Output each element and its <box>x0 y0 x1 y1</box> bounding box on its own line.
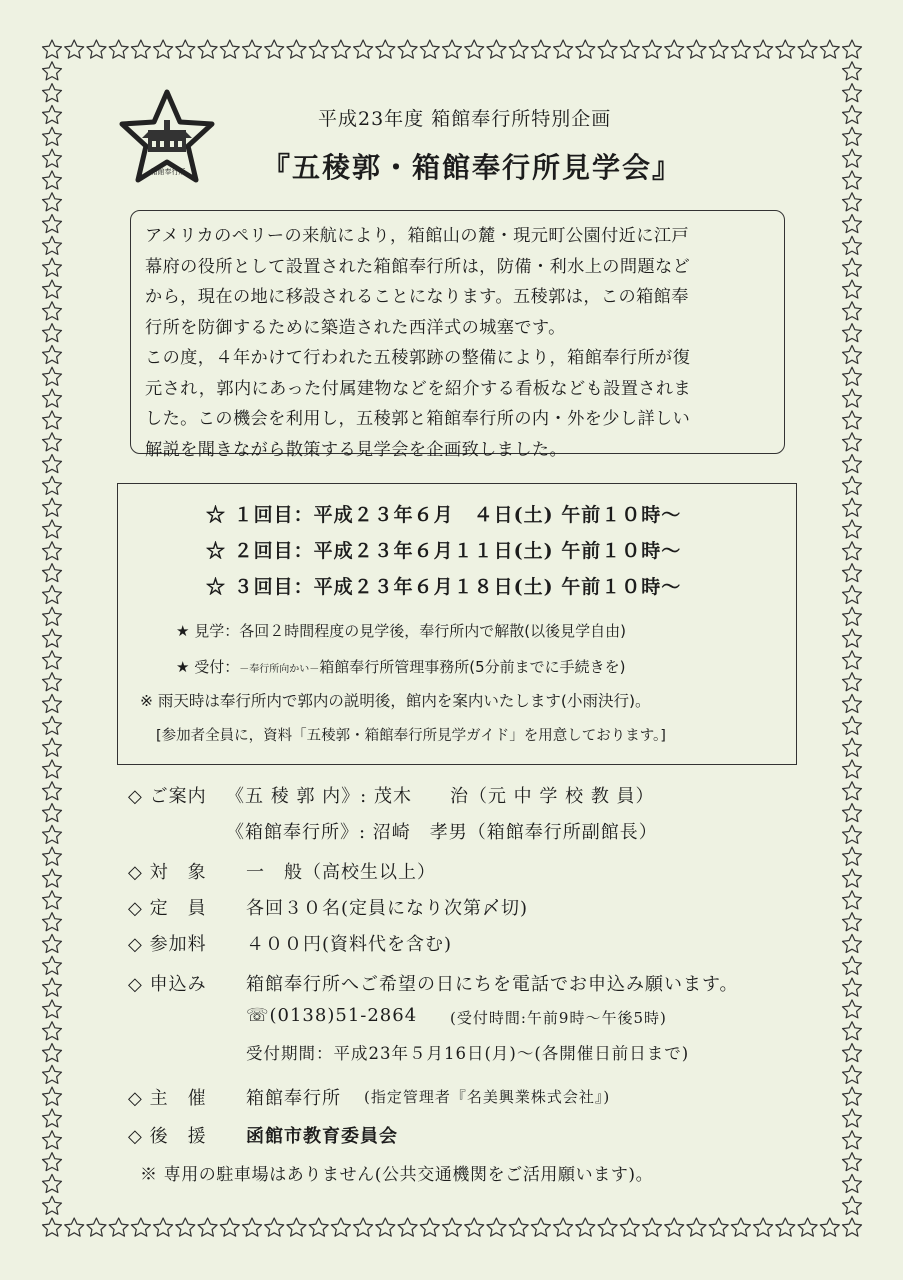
border-star <box>243 40 262 58</box>
target-value: 一 般（高校生以上） <box>246 862 436 883</box>
border-star <box>687 1218 706 1236</box>
border-star <box>731 1218 750 1236</box>
border-star <box>843 498 862 516</box>
schedule-box <box>117 483 797 765</box>
border-star <box>43 498 62 516</box>
border-star <box>531 1218 550 1236</box>
border-star <box>843 564 862 582</box>
border-star <box>709 1218 728 1236</box>
border-star <box>843 324 862 342</box>
fee-value: ４００円(資料代を含む) <box>246 934 453 955</box>
border-star <box>198 40 217 58</box>
border-star <box>820 40 839 58</box>
border-star <box>843 1218 862 1236</box>
border-star <box>43 193 62 211</box>
host-value: 箱館奉行所 <box>246 1088 341 1109</box>
border-star <box>443 40 462 58</box>
border-star <box>843 1065 862 1083</box>
border-star <box>43 891 62 909</box>
border-star <box>443 1218 462 1236</box>
border-star <box>43 280 62 298</box>
border-star <box>531 40 550 58</box>
border-star <box>43 84 62 102</box>
border-star <box>465 1218 484 1236</box>
border-star <box>843 694 862 712</box>
border-star <box>43 564 62 582</box>
border-star <box>665 1218 684 1236</box>
border-star <box>554 1218 573 1236</box>
border-star <box>843 171 862 189</box>
border-star <box>43 1131 62 1149</box>
capacity-value: 各回３０名(定員になり次第〆切) <box>246 898 529 919</box>
border-star <box>65 1218 84 1236</box>
border-star <box>843 389 862 407</box>
border-star <box>843 215 862 233</box>
phone-number: ☏(0138)51-2864 <box>246 1005 418 1026</box>
border-star <box>376 1218 395 1236</box>
border-star <box>43 607 62 625</box>
border-star <box>43 673 62 691</box>
border-star <box>43 913 62 931</box>
border-star <box>43 542 62 560</box>
apply-value: 箱館奉行所へご希望の日にちを電話でお申込み願います。 <box>246 974 739 995</box>
border-star <box>620 1218 639 1236</box>
border-star <box>65 40 84 58</box>
border-star <box>309 40 328 58</box>
border-star <box>843 760 862 778</box>
border-star <box>43 934 62 952</box>
border-star <box>843 607 862 625</box>
apply-period: 受付期間：平成23年５月16日(月)～(各開催日前日まで) <box>246 1044 690 1063</box>
border-star <box>843 40 862 58</box>
border-star <box>176 1218 195 1236</box>
border-star <box>798 40 817 58</box>
hakodate-bugyosho-logo <box>118 88 216 188</box>
rain-note: ※ 雨天時は奉行所内で郭内の説明後，館内を案内いたします(小雨決行)。 <box>140 692 651 710</box>
border-star <box>487 1218 506 1236</box>
event-subtitle: 平成23年度 箱館奉行所特別企画 <box>318 108 612 130</box>
border-star <box>109 40 128 58</box>
border-star <box>43 1174 62 1192</box>
intro-line: 元され，郭内にあった付属建物などを紹介する看板なども設置されま <box>145 378 692 399</box>
border-star <box>843 1196 862 1214</box>
border-star <box>43 149 62 167</box>
border-star <box>43 1000 62 1018</box>
border-star <box>576 1218 595 1236</box>
border-star <box>843 1087 862 1105</box>
border-star <box>709 40 728 58</box>
support-value: 函館市教育委員会 <box>246 1126 398 1147</box>
session-1: ☆ １回目：平成２３年６月 ４日(土) 午前１０時～ <box>206 504 682 526</box>
border-star <box>43 978 62 996</box>
intro-line: 幕府の役所として設置された箱館奉行所は，防備・利水上の問題など <box>145 256 691 277</box>
border-star <box>620 40 639 58</box>
border-star <box>265 40 284 58</box>
border-star <box>43 1218 62 1236</box>
reception-label: ★ 受付： <box>176 658 240 676</box>
capacity-label: ◇ 定 員 <box>128 898 207 919</box>
intro-line: 解説を聞きながら散策する見学会を企画致しました。 <box>145 439 568 460</box>
border-star <box>43 455 62 473</box>
border-star <box>843 651 862 669</box>
border-star <box>43 433 62 451</box>
reception-prefix: －奉行所向かい－ <box>239 664 320 675</box>
border-star <box>843 585 862 603</box>
border-star <box>43 1109 62 1127</box>
border-star <box>843 804 862 822</box>
border-star <box>265 1218 284 1236</box>
border-star <box>843 433 862 451</box>
border-star <box>576 40 595 58</box>
border-star <box>43 585 62 603</box>
guide-label: ◇ ご案内 <box>128 786 207 807</box>
border-star <box>43 171 62 189</box>
border-star <box>331 1218 350 1236</box>
border-star <box>43 651 62 669</box>
border-star <box>43 62 62 80</box>
border-star <box>509 1218 528 1236</box>
border-star <box>87 40 106 58</box>
border-star <box>843 455 862 473</box>
border-star <box>43 127 62 145</box>
border-star <box>598 40 617 58</box>
border-star <box>43 716 62 734</box>
tour-label: ★ 見学： <box>176 622 240 640</box>
border-star <box>43 738 62 756</box>
intro-line: 行所を防御するために築造された西洋式の城塞です。 <box>145 317 566 338</box>
border-star <box>43 324 62 342</box>
border-star <box>843 825 862 843</box>
border-star <box>843 978 862 996</box>
border-star <box>220 40 239 58</box>
border-star <box>43 345 62 363</box>
phone-hours: (受付時間:午前9時～午後5時) <box>450 1009 667 1027</box>
intro-box <box>130 210 785 460</box>
border-star <box>420 1218 439 1236</box>
border-star <box>843 782 862 800</box>
border-star <box>598 1218 617 1236</box>
border-star <box>43 411 62 429</box>
border-star <box>43 367 62 385</box>
guide-1: 《五 稜 郭 内》: 茂木 治（元 中 学 校 教 員） <box>226 786 655 807</box>
border-star <box>43 956 62 974</box>
border-star <box>843 258 862 276</box>
border-star <box>243 1218 262 1236</box>
border-star <box>43 236 62 254</box>
border-star <box>843 629 862 647</box>
border-star <box>43 520 62 538</box>
border-star <box>843 1000 862 1018</box>
border-star <box>843 542 862 560</box>
border-star <box>843 476 862 494</box>
border-star <box>43 1022 62 1040</box>
border-star <box>509 40 528 58</box>
intro-line: した。この機会を利用し，五稜郭と箱館奉行所の内・外を少し詳しい <box>145 409 691 429</box>
intro-line: から，現在の地に移設されることになります。五稜郭は，この箱館奉 <box>145 287 689 307</box>
border-star <box>843 1022 862 1040</box>
border-star <box>376 40 395 58</box>
border-star <box>287 40 306 58</box>
border-star <box>43 869 62 887</box>
border-star <box>754 1218 773 1236</box>
tour-info <box>176 620 626 641</box>
border-star <box>43 629 62 647</box>
border-star <box>87 1218 106 1236</box>
border-star <box>776 1218 795 1236</box>
border-star <box>43 782 62 800</box>
border-star <box>643 40 662 58</box>
intro-line: この度，４年かけて行われた五稜郭跡の整備により，箱館奉行所が復 <box>145 348 691 368</box>
border-star <box>843 193 862 211</box>
apply-label: ◇ 申込み <box>128 974 207 995</box>
border-star <box>43 40 62 58</box>
border-star <box>465 40 484 58</box>
border-star <box>354 1218 373 1236</box>
border-star <box>43 476 62 494</box>
reception-info <box>176 656 625 677</box>
border-star <box>843 367 862 385</box>
border-star <box>43 1044 62 1062</box>
border-star <box>843 236 862 254</box>
border-star <box>843 127 862 145</box>
border-star <box>354 40 373 58</box>
support-label: ◇ 後 援 <box>128 1126 207 1147</box>
intro-line: アメリカのペリーの来航により，箱館山の麓・現元町公園付近に江戸 <box>145 226 690 246</box>
border-star <box>198 1218 217 1236</box>
border-star <box>43 1153 62 1171</box>
reception-text: 箱館奉行所管理事務所(5分前までに手続きを) <box>319 658 626 676</box>
guide-2: 《箱館奉行所》: 沼崎 孝男（箱館奉行所副館長） <box>226 822 658 843</box>
border-star <box>843 891 862 909</box>
tour-text: 各回２時間程度の見学後，奉行所内で解散(以後見学自由) <box>239 622 626 640</box>
host-note: (指定管理者『名美興業株式会社』) <box>364 1088 611 1106</box>
border-star <box>843 869 862 887</box>
border-star <box>843 913 862 931</box>
session-2: ☆ ２回目：平成２３年６月１１日(土) 午前１０時～ <box>206 540 682 562</box>
border-star <box>843 280 862 298</box>
svg-text:箱館奉行所: 箱館奉行所 <box>150 168 186 176</box>
border-star <box>154 1218 173 1236</box>
border-star <box>776 40 795 58</box>
border-star <box>43 825 62 843</box>
host-label: ◇ 主 催 <box>128 1088 207 1109</box>
border-star <box>398 40 417 58</box>
event-title: 『五稜郭・箱館奉行所見学会』 <box>262 151 683 184</box>
border-star <box>843 520 862 538</box>
border-star <box>798 1218 817 1236</box>
border-star <box>154 40 173 58</box>
border-star <box>43 1087 62 1105</box>
border-star <box>665 40 684 58</box>
border-star <box>843 1153 862 1171</box>
border-star <box>43 1065 62 1083</box>
border-star <box>687 40 706 58</box>
border-star <box>43 694 62 712</box>
border-star <box>843 847 862 865</box>
border-star <box>131 40 150 58</box>
border-star <box>843 716 862 734</box>
border-star <box>843 105 862 123</box>
border-star <box>843 934 862 952</box>
border-star <box>309 1218 328 1236</box>
fee-label: ◇ 参加料 <box>128 934 207 955</box>
border-star <box>843 1174 862 1192</box>
border-star <box>43 847 62 865</box>
border-star <box>109 1218 128 1236</box>
border-star <box>287 1218 306 1236</box>
border-star <box>843 1044 862 1062</box>
border-star <box>843 1109 862 1127</box>
materials-note: [参加者全員に，資料「五稜郭・箱館奉行所見学ガイド」を用意しております。] <box>156 728 666 744</box>
border-star <box>43 215 62 233</box>
border-star <box>754 40 773 58</box>
border-star <box>820 1218 839 1236</box>
border-star <box>43 258 62 276</box>
border-star <box>43 302 62 320</box>
target-label: ◇ 対 象 <box>128 862 207 883</box>
border-star <box>843 673 862 691</box>
border-star <box>176 40 195 58</box>
border-star <box>43 105 62 123</box>
border-star <box>843 1131 862 1149</box>
border-star <box>554 40 573 58</box>
border-star <box>843 411 862 429</box>
border-star <box>43 1196 62 1214</box>
border-star <box>731 40 750 58</box>
session-3: ☆ ３回目：平成２３年６月１８日(土) 午前１０時～ <box>206 576 682 598</box>
border-star <box>487 40 506 58</box>
parking-note: ※ 専用の駐車場はありません(公共交通機関をご活用願います)。 <box>140 1165 654 1185</box>
border-star <box>843 84 862 102</box>
border-star <box>843 956 862 974</box>
border-star <box>43 389 62 407</box>
border-star <box>643 1218 662 1236</box>
border-star <box>398 1218 417 1236</box>
border-star <box>843 738 862 756</box>
border-star <box>843 62 862 80</box>
border-star <box>131 1218 150 1236</box>
border-star <box>331 40 350 58</box>
border-star <box>43 804 62 822</box>
border-star <box>220 1218 239 1236</box>
border-star <box>420 40 439 58</box>
border-star <box>843 149 862 167</box>
border-star <box>843 302 862 320</box>
border-star <box>43 760 62 778</box>
border-star <box>843 345 862 363</box>
